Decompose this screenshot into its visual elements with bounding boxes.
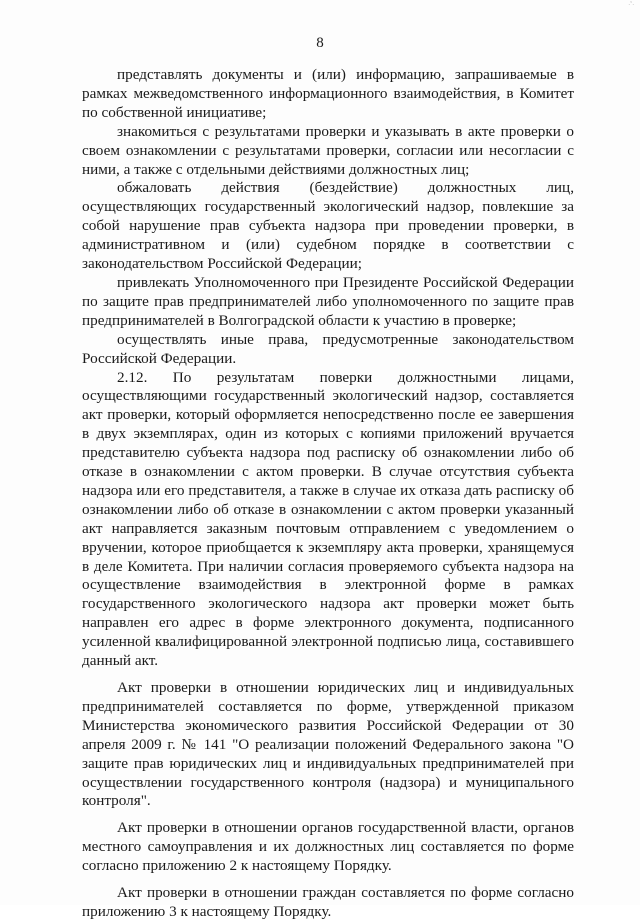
paragraph-submit-documents: представлять документы и (или) информацию, запрашиваемые в рамках межведомственного информационного взаимодействия, в Комитет по собственной инициативе; [82,66,574,121]
page-number: 8 [316,35,324,51]
paragraph-section-2-12: 2.12. По результатам поверки должностными лицами, осуществляющими государственный экологический надзор, составляется акт проверки, который оформляется непосредственно после ее завершения в двух экземплярах, один из которых с копиями приложений вручается представителю субъекта надзора под расписку об ознакомлении либо об отказе в ознакомлении с актом проверки. В случае отсутствия субъекта надзора или его представителя, а также в случае их отказа дать расписку об ознакомлении либо об отказе в ознакомлении с актом проверки указанный акт направляется заказным почтовым отправлением с уведомлением о вручении, которое приобщается к экземпляру акта проверки, хранящемуся в деле Комитета. При наличии согласия проверяемого субъекта надзора на осуществление взаимодействия в электронной форме в рамках государственного экологического надзора акт проверки может быть направлен его адрес в форме электронного документа, подписанного усиленной квалифицированной электронной подписью лица, составившего данный акт. [82,368,574,670]
paragraph-involve-ombudsman: привлекать Уполномоченного при Президенте Российской Федерации по защите прав предпринимателей либо уполномоченного по защите прав предпринимателей в Волгоградской области к участию в проверке; [82,273,574,329]
paragraph-review-results: знакомиться с результатами проверки и указывать в акте проверки о своем ознакомлении с результатами проверки, согласии или несогласии с ними, а также с отдельными действиями должностных лиц; [82,122,574,178]
document-body [82,66,574,922]
paragraph-other-rights: осуществлять иные права, предусмотренные законодательством Российской Федерации. [82,330,574,367]
corner-mark: ·ˇ· [628,2,634,8]
paragraph-act-citizens: Акт проверки в отношении граждан составляется по форме согласно приложению 3 к настоящему Порядку. [82,884,574,920]
paragraph-act-legal-entities: Акт проверки в отношении юридических лиц и индивидуальных предпринимателей составляется по форме, утвержденной приказом Министерства экономического развития Российской Федерации от 30 апреля 2009 г. № 141 "О реализации положений Федерального закона "О защите прав юридических лиц и индивидуальных предпринимателей при осуществлении государственного контроля (надзора) и муниципального контроля". [82,679,574,810]
paragraph-appeal-actions: обжаловать действия (бездействие) должностных лиц, осуществляющих государственный экологический надзор, повлекшие за собой нарушение прав субъекта надзора при проведении проверки, в административном и (или) судебном порядке в соответствии с законодательством Российской Федерации; [82,179,574,273]
paragraph-act-state-authorities: Акт проверки в отношении органов государственной власти, органов местного самоуправления и их должностных лиц составляется по форме согласно приложению 2 к настоящему Порядку. [82,819,574,875]
